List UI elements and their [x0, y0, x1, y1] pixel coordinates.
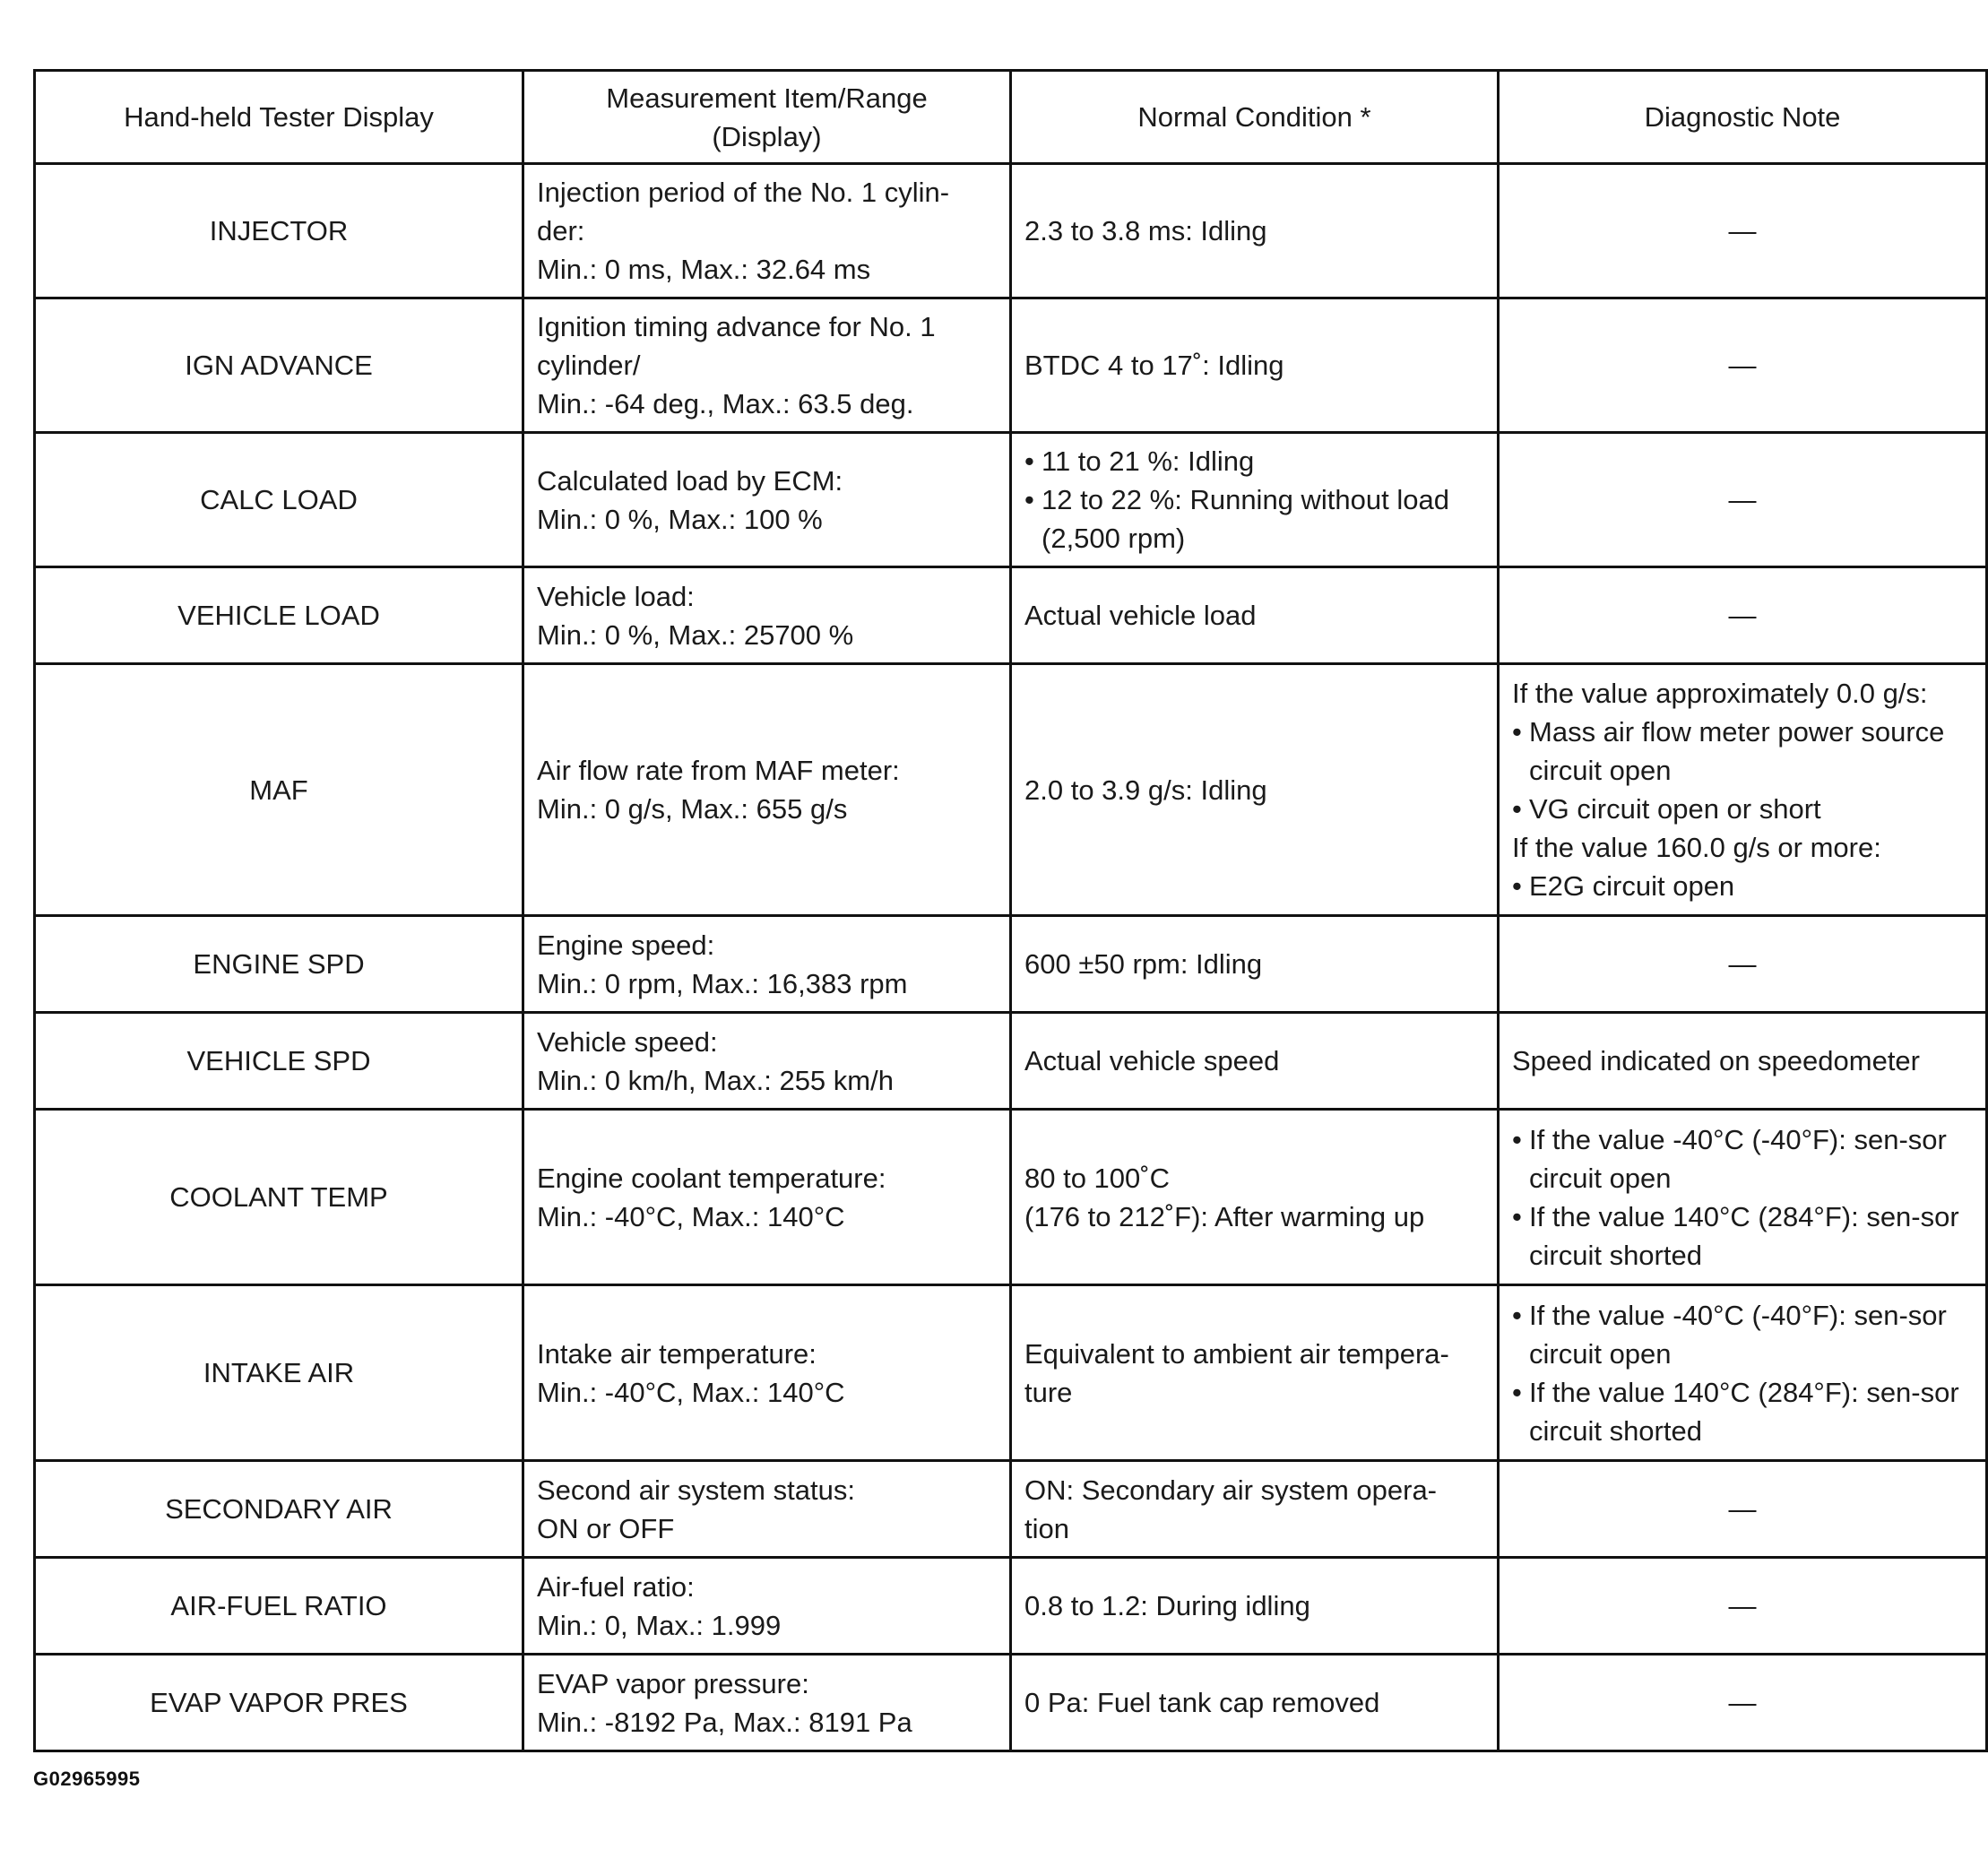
table-row: [35, 1558, 1987, 1655]
normal-condition-cell: 0 Pa: Fuel tank cap removed: [1011, 1655, 1499, 1751]
tester-display-cell: COOLANT TEMP: [35, 1110, 523, 1285]
data-list-table: [33, 69, 1988, 1752]
header-normal-condition: Normal Condition *: [1011, 71, 1499, 164]
tester-display-cell: CALC LOAD: [35, 433, 523, 567]
header-diagnostic-note: Diagnostic Note: [1499, 71, 1987, 164]
tester-display-cell: MAF: [35, 664, 523, 916]
normal-condition-cell: • 11 to 21 %: Idling • 12 to 22 %: Running without load (2,500 rpm): [1011, 433, 1499, 567]
table-row: [35, 664, 1987, 916]
diagnostic-note-cell: —: [1499, 1558, 1987, 1655]
header-tester-display: Hand-held Tester Display: [35, 71, 523, 164]
table-row: [35, 1285, 1987, 1461]
normal-condition-cell: 80 to 100˚C (176 to 212˚F): After warming up: [1011, 1110, 1499, 1285]
measurement-cell: Air flow rate from MAF meter: Min.: 0 g/s, Max.: 655 g/s: [523, 664, 1011, 916]
normal-condition-cell: BTDC 4 to 17˚: Idling: [1011, 298, 1499, 433]
normal-condition-cell: Actual vehicle load: [1011, 567, 1499, 664]
normal-condition-cell: 0.8 to 1.2: During idling: [1011, 1558, 1499, 1655]
measurement-cell: Engine speed: Min.: 0 rpm, Max.: 16,383 rpm: [523, 916, 1011, 1013]
measurement-cell: Calculated load by ECM: Min.: 0 %, Max.: 100 %: [523, 433, 1011, 567]
table-row: [35, 433, 1987, 567]
normal-condition-cell: 2.3 to 3.8 ms: Idling: [1011, 164, 1499, 298]
tester-display-cell: INJECTOR: [35, 164, 523, 298]
table-row: [35, 1461, 1987, 1558]
tester-display-cell: INTAKE AIR: [35, 1285, 523, 1461]
tester-display-cell: SECONDARY AIR: [35, 1461, 523, 1558]
diagnostic-note-cell: • If the value -40°C (-40°F): sen-sor circuit open • If the value 140°C (284°F): sen-sor circuit shorted: [1499, 1110, 1987, 1285]
diagnostic-note-cell: —: [1499, 433, 1987, 567]
measurement-cell: Engine coolant temperature: Min.: -40°C, Max.: 140°C: [523, 1110, 1011, 1285]
table-row: [35, 567, 1987, 664]
tester-display-cell: EVAP VAPOR PRES: [35, 1655, 523, 1751]
normal-condition-cell: 600 ±50 rpm: Idling: [1011, 916, 1499, 1013]
tester-display-cell: AIR-FUEL RATIO: [35, 1558, 523, 1655]
diagnostic-note-cell: —: [1499, 298, 1987, 433]
table-row: [35, 916, 1987, 1013]
measurement-cell: Air-fuel ratio: Min.: 0, Max.: 1.999: [523, 1558, 1011, 1655]
tester-display-cell: IGN ADVANCE: [35, 298, 523, 433]
diagnostic-note-cell: If the value approximately 0.0 g/s: • Mass air flow meter power source circuit open • VG circuit open or short If the value 160.0 g/s or more: • E2G circuit open: [1499, 664, 1987, 916]
figure-id: G02965995: [33, 1768, 141, 1790]
normal-condition-cell: 2.0 to 3.9 g/s: Idling: [1011, 664, 1499, 916]
table-row: [35, 1655, 1987, 1751]
measurement-cell: Vehicle load: Min.: 0 %, Max.: 25700 %: [523, 567, 1011, 664]
diagnostic-note-cell: • If the value -40°C (-40°F): sen-sor circuit open • If the value 140°C (284°F): sen-sor circuit shorted: [1499, 1285, 1987, 1461]
diagnostic-note-cell: Speed indicated on speedometer: [1499, 1013, 1987, 1110]
tester-display-cell: VEHICLE LOAD: [35, 567, 523, 664]
measurement-cell: Vehicle speed: Min.: 0 km/h, Max.: 255 km/h: [523, 1013, 1011, 1110]
table-header-row: [35, 71, 1987, 164]
header-measurement-item: Measurement Item/Range (Display): [523, 71, 1011, 164]
tester-display-cell: ENGINE SPD: [35, 916, 523, 1013]
measurement-cell: Injection period of the No. 1 cylin- der: Min.: 0 ms, Max.: 32.64 ms: [523, 164, 1011, 298]
table-row: [35, 1110, 1987, 1285]
measurement-cell: Intake air temperature: Min.: -40°C, Max.: 140°C: [523, 1285, 1011, 1461]
measurement-cell: Ignition timing advance for No. 1 cylinder/ Min.: -64 deg., Max.: 63.5 deg.: [523, 298, 1011, 433]
diagnostic-note-cell: —: [1499, 916, 1987, 1013]
table-row: [35, 298, 1987, 433]
tester-display-cell: VEHICLE SPD: [35, 1013, 523, 1110]
table-row: [35, 1013, 1987, 1110]
diagnostic-note-cell: —: [1499, 1461, 1987, 1558]
table-row: [35, 164, 1987, 298]
diagnostic-note-cell: —: [1499, 567, 1987, 664]
normal-condition-cell: ON: Secondary air system opera- tion: [1011, 1461, 1499, 1558]
measurement-cell: Second air system status: ON or OFF: [523, 1461, 1011, 1558]
diagnostic-note-cell: —: [1499, 164, 1987, 298]
normal-condition-cell: Equivalent to ambient air tempera- ture: [1011, 1285, 1499, 1461]
normal-condition-cell: Actual vehicle speed: [1011, 1013, 1499, 1110]
measurement-cell: EVAP vapor pressure: Min.: -8192 Pa, Max.: 8191 Pa: [523, 1655, 1011, 1751]
diagnostic-note-cell: —: [1499, 1655, 1987, 1751]
